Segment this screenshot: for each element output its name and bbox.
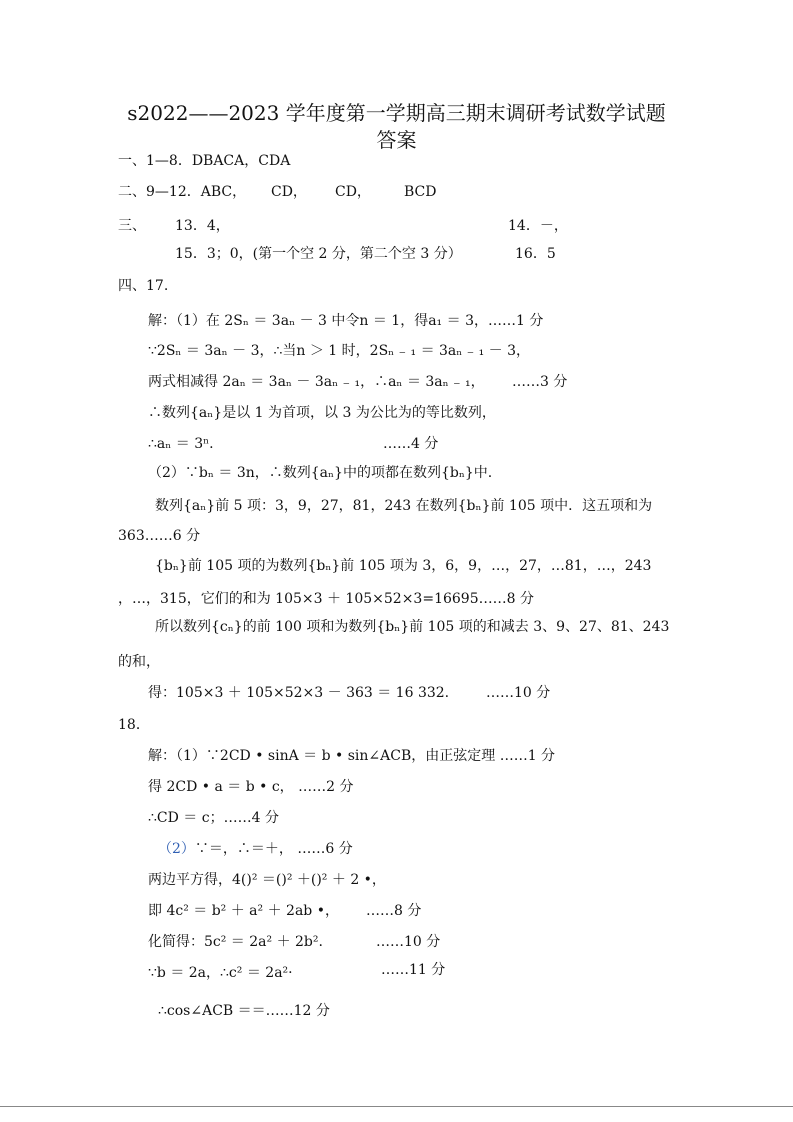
q17-line-5-score: ……4 分 — [383, 436, 439, 452]
q18-part-2-marker: （2） — [158, 841, 195, 857]
q18-line-4 — [158, 840, 353, 858]
title-line-1: s2022——2023 学年度第一学期高三期末调研考试数学试题 — [127, 101, 666, 125]
q18-number: 18． — [118, 717, 150, 733]
part-3-lead: 三、 — [118, 218, 146, 234]
q17-line-1: 解：（1）在 2Sₙ ＝ 3aₙ － 3 中令n ＝ 1，得a₁ ＝ 3，……1 分 — [148, 313, 544, 329]
q18-line-6: 即 4c² ＝ b² ＋ a² ＋ 2ab •， — [148, 903, 339, 919]
q18-line-4-text: ∵＝，∴＝＋， ……6 分 — [194, 841, 353, 857]
q17-line-13-score: ……10 分 — [486, 685, 551, 701]
q17-line-7: 数列{aₙ}前 5 项：3，9，27，81，243 在数列{bₙ}前 105 项中．这五项和为 — [155, 498, 653, 514]
q18-line-5: 两边平方得，4()² ＝()² ＋()² ＋ 2 •， — [148, 872, 386, 888]
q17-line-3: 两式相减得 2aₙ ＝ 3aₙ － 3aₙ ₋ ₁，∴aₙ ＝ 3aₙ ₋ ₁， — [148, 374, 485, 390]
title-line-2: 答案 — [376, 128, 417, 152]
q17-line-6: （2）∵bₙ ＝ 3n，∴数列{aₙ}中的项都在数列{bₙ}中. — [148, 465, 493, 481]
q17-line-8: 363……6 分 — [118, 528, 201, 544]
part-2-lead: 二、9—12．ABC， — [118, 184, 247, 200]
q18-line-9: ∴cos∠ACB ＝＝……12 分 — [158, 1003, 330, 1019]
q17-line-5: ∴aₙ ＝ 3ⁿ. — [148, 436, 214, 452]
part-2-answer-11: CD， — [335, 184, 371, 200]
answer-14: 14．－， — [508, 218, 568, 234]
part-2-answer-10: CD， — [271, 184, 307, 200]
q18-line-8: ∵b ＝ 2a，∴c² ＝ 2a²· — [148, 965, 293, 981]
q18-line-7-score: ……10 分 — [376, 934, 441, 950]
page-bottom-divider — [0, 1106, 793, 1107]
q18-line-6-score: ……8 分 — [366, 903, 422, 919]
q18-line-7: 化简得：5c² ＝ 2a² ＋ 2b². — [148, 934, 323, 950]
q18-line-3: ∴CD ＝ c；……4 分 — [148, 810, 279, 826]
part-1-line: 一、1—8．DBACA，CDA — [118, 153, 291, 169]
q17-line-13: 得：105×3 ＋ 105×52×3 － 363 ＝ 16 332. — [148, 685, 450, 701]
q17-line-2: ∵2Sₙ ＝ 3aₙ － 3，∴当n ＞ 1 时，2Sₙ ₋ ₁ ＝ 3aₙ ₋ ₁ － 3， — [148, 343, 531, 359]
q17-line-9: {bₙ}前 105 项的为数列{bₙ}前 105 项为 3，6，9，…，27，…81，…，243 — [155, 558, 652, 574]
answer-13: 13．4， — [175, 218, 230, 234]
part-2-answer-12: BCD — [404, 184, 437, 200]
q18-line-2: 得 2CD • a ＝ b • c， ……2 分 — [148, 779, 354, 795]
part-4-line: 四、17. — [118, 278, 169, 294]
answer-16: 16．5 — [515, 246, 556, 262]
q17-line-11: 所以数列{cₙ}的前 100 项和为数列{bₙ}前 105 项的和减去 3、9、27、81、243 — [155, 619, 670, 635]
q18-line-1: 解：（1）∵2CD • sinA ＝ b • sin∠ACB，由正弦定理 ……1 分 — [148, 748, 556, 764]
q17-line-3-score: ……3 分 — [512, 374, 568, 390]
answer-15: 15．3；0，(第一个空 2 分，第二个空 3 分） — [175, 246, 462, 262]
q17-line-12: 的和， — [118, 654, 160, 670]
q18-line-8-score: ……11 分 — [381, 962, 446, 978]
q17-line-4: ∴数列{aₙ}是以 1 为首项，以 3 为公比为的等比数列， — [148, 405, 496, 421]
q17-line-10: ，…，315，它们的和为 105×3 ＋ 105×52×3=16695……8 分 — [118, 591, 534, 607]
